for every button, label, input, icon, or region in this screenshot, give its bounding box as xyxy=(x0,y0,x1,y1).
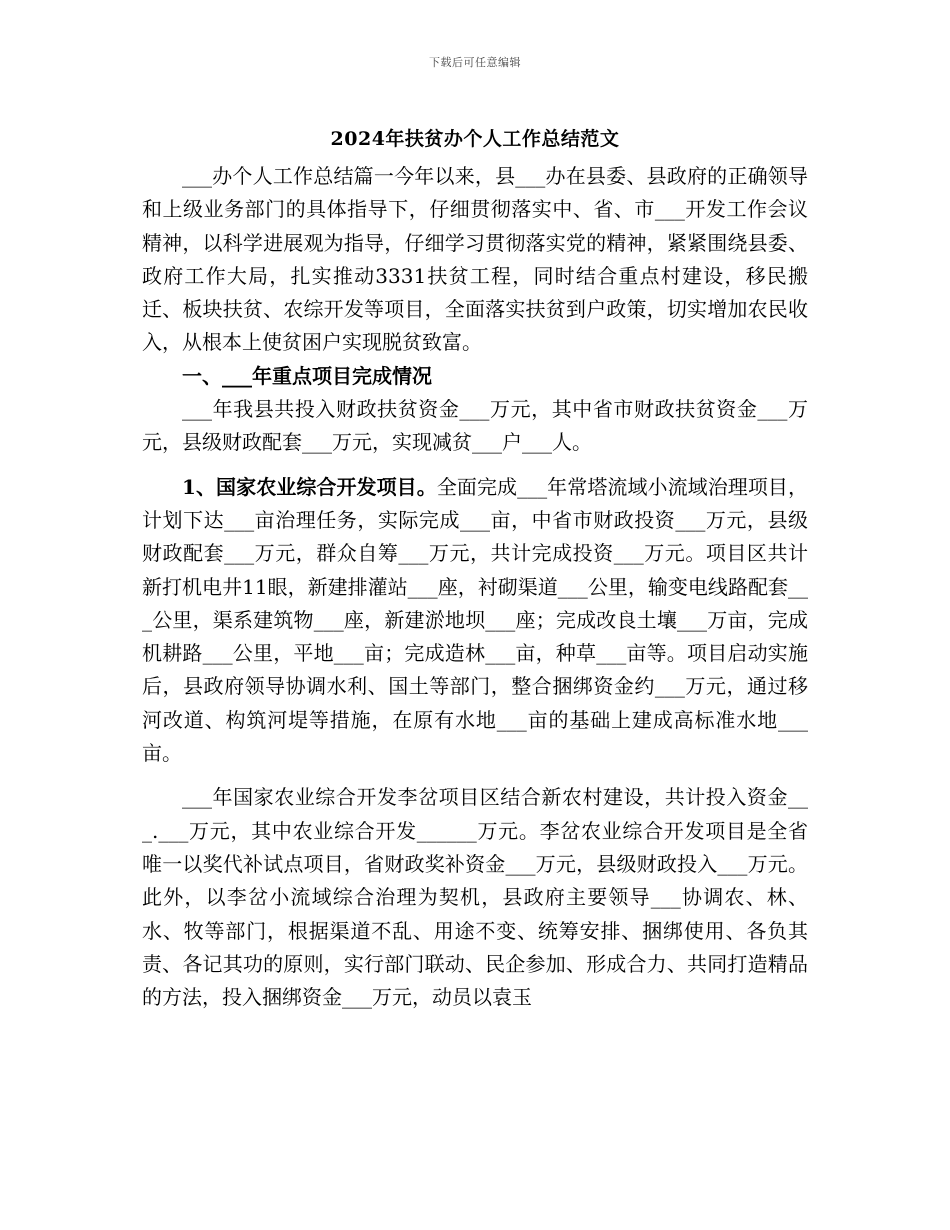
item-1-lead: 1、国家农业综合开发项目。 xyxy=(182,474,437,499)
paragraph-item-1 xyxy=(142,471,808,771)
paragraph-lizha-project: ___年国家农业综合开发李岔项目区结合新农村建设，共计投入资金___.___万元，其中农业综合开发______万元。李岔农业综合开发项目是全省唯一以奖代补试点项目，省财政奖补资金___万元，县级财政投入___万元。此外，以李岔小流域综合治理为契机，县政府主要领导___协调农、林、水、牧等部门，根据渠道不乱、用途不变、统筹安排、捆绑使用、各负其责、各记其功的原则，实行部门联动、民企参加、形成合力、共同打造精品的方法，投入捆绑资金___万元，动员以袁玉 xyxy=(142,785,808,1010)
section-heading-1: 一、___年重点项目完成情况 xyxy=(182,363,432,388)
paragraph-intro: ___办个人工作总结篇一今年以来，县___办在县委、县政府的正确领导和上级业务部门的具体指导下，仔细贯彻落实中、省、市___开发工作会议精神，以科学进展观为指导，仔细学习贯彻落实党的精神，紧紧围绕县委、政府工作大局，扎实推动3331扶贫工程，同时结合重点村建设，移民搬迁、板块扶贫、农综开发等项目，全面落实扶贫到户政策，切实增加农民收入，从根本上使贫困户实现脱贫致富。 xyxy=(142,164,808,355)
document-title: 2024年扶贫办个人工作总结范文 xyxy=(330,128,620,150)
document-body xyxy=(142,160,808,1014)
paragraph-funding-summary: ___年我县共投入财政扶贫资金___万元，其中省市财政扶贫资金___万元，县级财政配套___万元，实现减贫___户___人。 xyxy=(142,397,808,455)
header-note: 下载后可任意编辑 xyxy=(429,56,521,69)
item-1-text: 全面完成___年常塔流域小流域治理项目，计划下达___亩治理任务，实际完成___亩，中省市财政投资___万元，县级财政配套___万元，群众自筹___万元，共计完成投资___万元。项目区共计新打机电井11眼，新建排灌站___座，衬砌渠道___公里，输变电线路配套___公里，渠系建筑物___座，新建淤地坝___座；完成改良土壤___万亩，完成机耕路___公里，平地___亩；完成造林___亩，种草___亩等。项目启动实施后，县政府领导协调水利、国土等部门，整合捆绑资金约___万元，通过移河改道、构筑河堤等措施，在原有水地___亩的基础上建成高标准水地___亩。 xyxy=(142,474,809,766)
